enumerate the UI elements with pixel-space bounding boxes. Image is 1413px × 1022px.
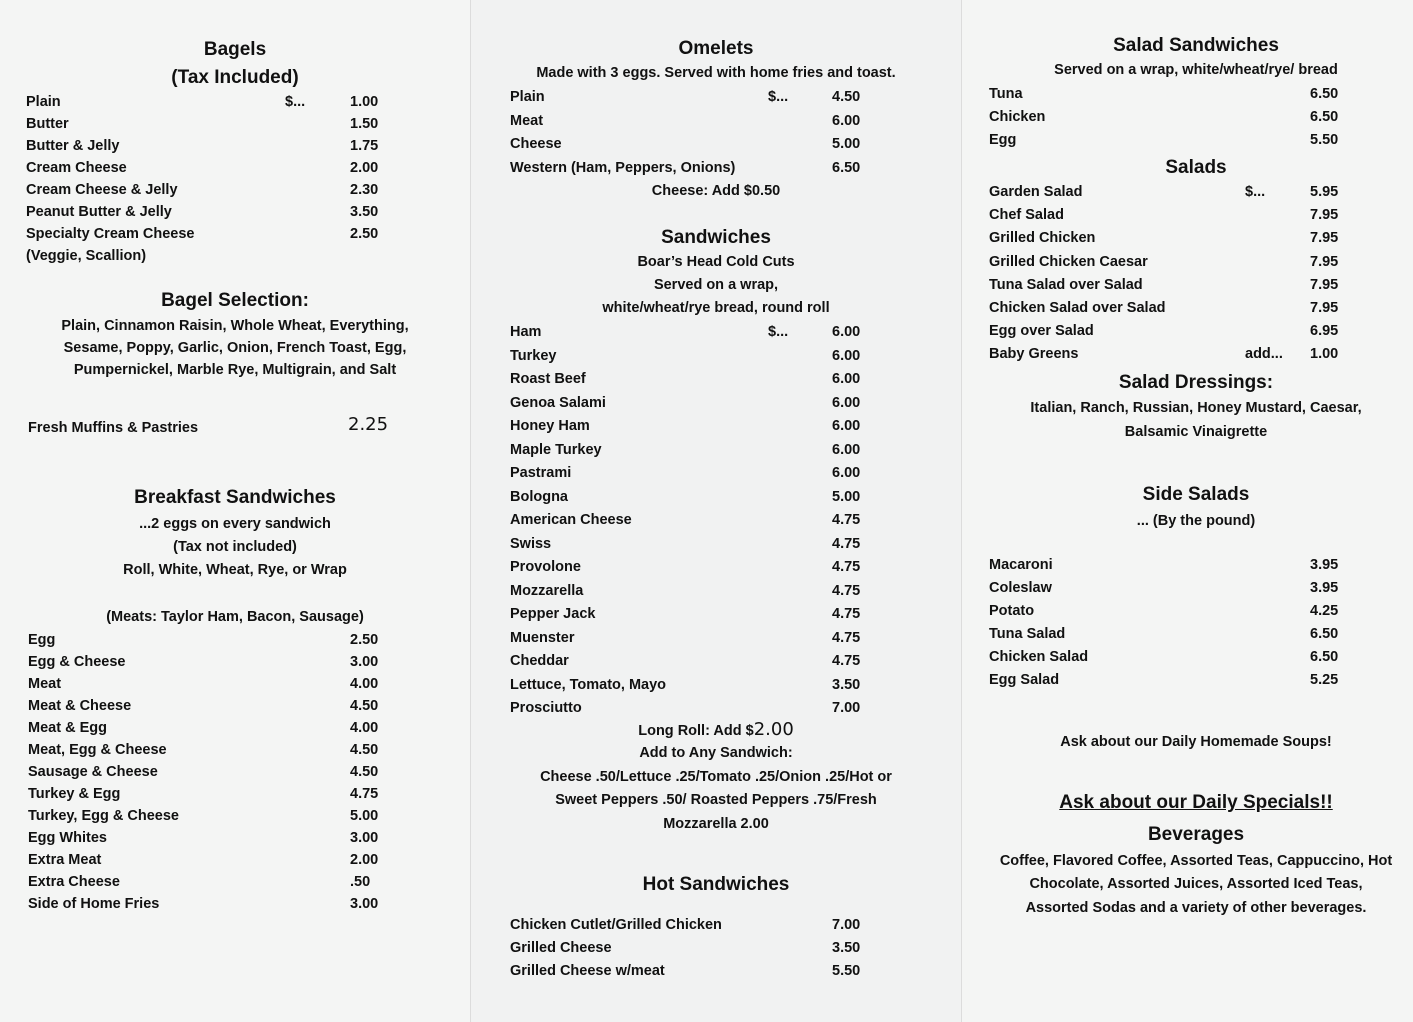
bagel-selection-line: Plain, Cinnamon Raisin, Whole Wheat, Everything, — [61, 318, 409, 334]
long-roll-line — [471, 719, 961, 740]
menu-item-price: 3.95 — [1310, 580, 1339, 596]
menu-item-price: 6.50 — [1310, 626, 1339, 642]
menu-item-price: 2.50 — [350, 226, 379, 242]
menu-item — [0, 94, 470, 114]
menu-item-price: 6.00 — [832, 394, 861, 411]
menu-item-name: Meat — [510, 112, 544, 129]
beverages-title: Beverages — [1147, 824, 1245, 845]
bagels-subtitle: (Tax Included) — [171, 67, 299, 88]
menu-item-name: Chicken Cutlet/Grilled Chicken — [510, 917, 722, 933]
menu-item-price: 4.75 — [832, 606, 861, 622]
soups-note: Ask about our Daily Homemade Soups! — [1060, 734, 1332, 750]
menu-item-name: Provolone — [510, 559, 581, 575]
menu-item-name: Chicken Salad over Salad — [989, 300, 1166, 316]
dressings-line: Italian, Ranch, Russian, Honey Mustard, Caesar, — [1030, 400, 1362, 416]
bagel-selection-line: Sesame, Poppy, Garlic, Onion, French Toast, Egg, — [63, 340, 407, 356]
menu-item-name: Pepper Jack — [510, 606, 596, 622]
menu-item-price: 7.95 — [1310, 230, 1339, 247]
specials-note: Ask about our Daily Specials!! — [1059, 792, 1333, 813]
menu-item — [471, 418, 961, 438]
menu-item-name: Cream Cheese — [26, 160, 127, 176]
middle-panel — [470, 0, 962, 1022]
menu-item — [961, 580, 1413, 600]
menu-item — [0, 896, 470, 916]
menu-item-name: Turkey & Egg — [28, 786, 121, 802]
menu-item-name: (Veggie, Scallion) — [26, 248, 147, 264]
menu-item-name: Maple Turkey — [510, 441, 602, 458]
menu-item — [961, 626, 1413, 646]
menu-item-price: 7.95 — [1310, 300, 1339, 316]
menu-item-name: Specialty Cream Cheese — [26, 226, 195, 242]
menu-item-name: American Cheese — [510, 512, 632, 528]
menu-item-price: 3.00 — [350, 830, 379, 846]
muffins-price: 2.25 — [348, 414, 389, 435]
menu-item-name: Cream Cheese & Jelly — [26, 182, 178, 198]
sandwiches-line: Boar’s Head Cold Cuts — [637, 254, 795, 270]
salads-title: Salads — [1165, 157, 1227, 178]
beverages-line: Coffee, Flavored Coffee, Assorted Teas, Cappuccino, Hot — [999, 853, 1393, 869]
menu-item — [961, 323, 1413, 343]
right-panel — [961, 0, 1413, 1022]
menu-item — [471, 653, 961, 673]
menu-item-price: 6.00 — [832, 112, 861, 129]
menu-item — [471, 940, 961, 960]
menu-item — [0, 160, 470, 180]
menu-item-price: 1.00 — [1310, 346, 1339, 363]
bagel-selection-title: Bagel Selection: — [161, 290, 309, 311]
salads-dollar: $... — [1245, 184, 1266, 200]
menu-item — [961, 300, 1413, 320]
menu-item-name: Egg & Cheese — [28, 654, 126, 670]
menu-item-name: Plain — [510, 89, 545, 105]
menu-item-name: Meat & Egg — [28, 720, 107, 736]
menu-item-name: Baby Greens — [989, 346, 1079, 363]
menu-item — [471, 465, 961, 485]
menu-item-price: 5.00 — [350, 808, 379, 824]
menu-item-price: 4.50 — [350, 764, 379, 780]
menu-item — [471, 583, 961, 603]
menu-item-name: Grilled Chicken Caesar — [989, 253, 1148, 270]
menu-item-price: 5.00 — [832, 136, 861, 152]
menu-item-price: 6.50 — [1310, 109, 1339, 125]
menu-item — [0, 742, 470, 762]
menu-item-name: Tuna Salad — [989, 626, 1066, 642]
menu-item-name: Bologna — [510, 488, 568, 505]
menu-item-name: Roast Beef — [510, 371, 586, 387]
menu-item-name: Potato — [989, 603, 1035, 619]
menu-item-name: Western (Ham, Peppers, Onions) — [510, 159, 736, 176]
hot-sandwiches-title: Hot Sandwiches — [642, 874, 790, 895]
sandwiches-line: Served on a wrap, — [653, 277, 779, 293]
menu-item-price: 4.00 — [350, 676, 379, 692]
menu-item-price: 6.00 — [832, 465, 861, 481]
menu-item-name: Egg Whites — [28, 830, 107, 846]
menu-item-name: Extra Meat — [28, 852, 102, 868]
menu-item-name: Pastrami — [510, 465, 572, 481]
menu-item-price: 4.25 — [1310, 603, 1339, 619]
long-roll-label: Long Roll: Add $ — [638, 723, 754, 739]
menu-item-price: 2.30 — [350, 182, 379, 198]
menu-item-name: Coleslaw — [989, 580, 1052, 596]
menu-item — [471, 348, 961, 368]
menu-item-price: 4.50 — [832, 89, 861, 105]
menu-item — [961, 277, 1413, 297]
menu-item-price: 6.00 — [832, 371, 861, 387]
beverages-line: Assorted Sodas and a variety of other beverages. — [1025, 900, 1367, 916]
menu-item — [0, 676, 470, 696]
long-roll-price: 2.00 — [753, 719, 794, 740]
menu-item-price: 6.50 — [1310, 649, 1339, 665]
menu-item-name: Tuna Salad over Salad — [989, 276, 1143, 293]
menu-item-price: 4.00 — [350, 720, 379, 736]
menu-item-price: 3.95 — [1310, 557, 1339, 573]
menu-item-price: 7.00 — [832, 917, 861, 933]
menu-item-name: Swiss — [510, 535, 552, 552]
menu-item — [961, 557, 1413, 577]
menu-item-price: 4.50 — [350, 698, 379, 714]
menu-item-price: 4.75 — [350, 786, 379, 802]
menu-item — [471, 371, 961, 391]
menu-item — [0, 786, 470, 806]
menu-item-price: 1.50 — [350, 116, 379, 132]
menu-item — [0, 874, 470, 894]
dressings-line: Balsamic Vinaigrette — [1124, 424, 1268, 440]
menu-item-price: 7.95 — [1310, 207, 1339, 224]
menu-item — [471, 136, 961, 156]
muffins-label: Fresh Muffins & Pastries — [28, 420, 199, 436]
menu-item-name: Butter — [26, 116, 69, 132]
omelets-note: Cheese: Add $0.50 — [651, 183, 781, 199]
menu-item-name: Cheddar — [510, 653, 569, 669]
menu-item — [471, 536, 961, 556]
menu-item-name: Egg — [989, 132, 1017, 148]
menu-item-name: Grilled Cheese w/meat — [510, 963, 665, 979]
menu-item — [0, 138, 470, 158]
add-to-sandwich-line: Sweet Peppers .50/ Roasted Peppers .75/Fresh — [555, 792, 877, 808]
menu-item — [0, 204, 470, 224]
menu-item-name: Side of Home Fries — [28, 896, 160, 912]
menu-item-price: 4.75 — [832, 535, 861, 552]
menu-item-name: Garden Salad — [989, 184, 1083, 200]
menu-item-price: 6.50 — [1310, 86, 1339, 102]
menu-item-name: Egg Salad — [989, 672, 1060, 688]
omelets-dollar: $... — [768, 89, 789, 105]
menu-item-price: 1.75 — [350, 138, 379, 154]
menu-item-name: Meat & Cheese — [28, 698, 132, 714]
sandwiches-title: Sandwiches — [661, 227, 771, 248]
menu-item — [471, 677, 961, 697]
menu-item-price: 5.95 — [1310, 184, 1339, 200]
menu-item — [471, 512, 961, 532]
menu-item-name: Chicken Salad — [989, 649, 1089, 665]
menu-item-name: Meat, Egg & Cheese — [28, 742, 167, 758]
menu-item-price: 6.95 — [1310, 323, 1339, 340]
salad-sandwiches-subtitle: Served on a wrap, white/wheat/rye/ bread — [1054, 62, 1338, 78]
menu-item-price: 4.75 — [832, 582, 861, 599]
menu-item — [961, 672, 1413, 692]
menu-item-price: 2.00 — [350, 160, 379, 176]
bagel-selection-line: Pumpernickel, Marble Rye, Multigrain, and Salt — [73, 362, 397, 378]
menu-item-name: Grilled Chicken — [989, 230, 1096, 247]
salad-sandwiches-title: Salad Sandwiches — [1113, 35, 1279, 56]
menu-item — [0, 830, 470, 850]
menu-item-price: 1.00 — [350, 94, 379, 110]
omelets-title: Omelets — [678, 38, 754, 59]
menu-item-name: Chicken — [989, 109, 1046, 125]
bagels-dollar: $... — [285, 94, 306, 110]
menu-item-price: 7.95 — [1310, 276, 1339, 293]
menu-item — [0, 654, 470, 674]
menu-item-name: Extra Cheese — [28, 874, 120, 890]
breakfast-title: Breakfast Sandwiches — [134, 487, 336, 508]
sandwiches-line: white/wheat/rye bread, round roll — [602, 300, 830, 316]
menu-item — [471, 395, 961, 415]
menu-item — [961, 254, 1413, 274]
menu-item — [0, 632, 470, 652]
menu-item — [961, 230, 1413, 250]
breakfast-meats: (Meats: Taylor Ham, Bacon, Sausage) — [106, 609, 364, 625]
menu-item-price: 2.50 — [350, 632, 379, 648]
menu-item — [0, 720, 470, 740]
menu-item-price: 6.00 — [832, 324, 861, 340]
menu-item-name: Meat — [28, 676, 62, 692]
menu-item-name: Grilled Cheese — [510, 940, 612, 956]
add-to-sandwich-line: Cheese .50/Lettuce .25/Tomato .25/Onion .25/Hot or — [540, 769, 892, 785]
menu-item-price: 3.50 — [832, 940, 861, 956]
menu-item-name: Sausage & Cheese — [28, 764, 158, 780]
menu-item — [471, 160, 961, 180]
bagels-title: Bagels — [203, 39, 267, 60]
menu-item — [0, 808, 470, 828]
menu-item — [471, 324, 961, 344]
menu-item — [961, 346, 1413, 366]
menu-item — [0, 226, 470, 246]
omelets-subtitle: Made with 3 eggs. Served with home fries and toast. — [536, 65, 896, 81]
menu-item — [471, 559, 961, 579]
menu-item-name: Genoa Salami — [510, 394, 606, 411]
menu-item-price: 5.25 — [1310, 672, 1339, 688]
menu-item — [471, 442, 961, 462]
menu-item — [471, 489, 961, 509]
menu-item-name: Chef Salad — [989, 207, 1064, 224]
menu-item-name: Lettuce, Tomato, Mayo — [510, 676, 667, 693]
menu-item-name: Tuna — [989, 86, 1023, 102]
menu-item — [961, 207, 1413, 227]
menu-item-name: Turkey — [510, 347, 557, 364]
dressings-title: Salad Dressings: — [1118, 372, 1274, 393]
menu-item — [961, 603, 1413, 623]
menu-item-price: 5.50 — [1310, 132, 1339, 148]
menu-item — [0, 852, 470, 872]
menu-item — [0, 248, 470, 268]
breakfast-line: Roll, White, Wheat, Rye, or Wrap — [123, 562, 347, 578]
breakfast-line: ...2 eggs on every sandwich — [139, 516, 331, 532]
menu-item-price: 4.75 — [832, 512, 861, 528]
menu-item-name: Muenster — [510, 629, 575, 646]
menu-item — [471, 700, 961, 720]
menu-item-price: 4.75 — [832, 653, 861, 669]
menu-item-name: Mozzarella — [510, 582, 584, 599]
menu-item — [961, 649, 1413, 669]
add-to-sandwich-line: Add to Any Sandwich: — [639, 745, 793, 761]
menu-item-price: 4.75 — [832, 559, 861, 575]
menu-item — [471, 917, 961, 937]
menu-item — [471, 630, 961, 650]
side-salads-subtitle: ... (By the pound) — [1136, 513, 1256, 529]
menu-item-price: 3.00 — [350, 896, 379, 912]
menu-item-name: Plain — [26, 94, 61, 110]
side-salads-title: Side Salads — [1142, 484, 1250, 505]
menu-item — [0, 764, 470, 784]
menu-item — [0, 698, 470, 718]
menu-item-price: 7.95 — [1310, 253, 1339, 270]
menu-item-price: 5.00 — [832, 488, 861, 505]
menu-item-name: Egg — [28, 632, 56, 648]
menu-item — [471, 606, 961, 626]
menu-item — [961, 132, 1413, 152]
menu-item-price: 6.00 — [832, 347, 861, 364]
menu-item-price: 6.00 — [832, 418, 861, 434]
menu-item — [961, 109, 1413, 129]
menu-item-price: .50 — [350, 874, 371, 890]
menu-item-price: 4.50 — [350, 742, 379, 758]
menu-item-name: Peanut Butter & Jelly — [26, 204, 172, 220]
menu-item-price: 3.00 — [350, 654, 379, 670]
menu-item-price: 5.50 — [832, 963, 861, 979]
breakfast-line: (Tax not included) — [173, 539, 297, 555]
beverages-line: Chocolate, Assorted Juices, Assorted Iced Teas, — [1029, 876, 1363, 892]
menu-item-price: 2.00 — [350, 852, 379, 868]
menu-item — [961, 86, 1413, 106]
menu-item-price: 4.75 — [832, 629, 861, 646]
menu-item-price: 7.00 — [832, 700, 861, 716]
menu-item-name: Prosciutto — [510, 700, 582, 716]
menu-item-price: 3.50 — [350, 204, 379, 220]
menu-item-name: Cheese — [510, 136, 562, 152]
menu-item — [471, 113, 961, 133]
menu-item-name: Turkey, Egg & Cheese — [28, 808, 179, 824]
left-panel — [0, 0, 470, 1022]
menu-item-name: Honey Ham — [510, 418, 590, 434]
salads-add-label: add... — [1245, 346, 1283, 362]
menu-item — [0, 116, 470, 136]
menu-item-name: Egg over Salad — [989, 323, 1094, 340]
menu-item-price: 6.50 — [832, 159, 861, 176]
menu-item-price: 6.00 — [832, 441, 861, 458]
add-to-sandwich-line: Mozzarella 2.00 — [663, 816, 769, 832]
menu-item — [0, 182, 470, 202]
sandwiches-dollar: $... — [768, 324, 789, 340]
menu-item-name: Ham — [510, 324, 542, 340]
menu-item — [471, 89, 961, 109]
menu-item-price: 3.50 — [832, 676, 861, 693]
menu-item-name: Macaroni — [989, 557, 1053, 573]
menu-item — [471, 963, 961, 983]
menu-item — [961, 184, 1413, 204]
menu-item-name: Butter & Jelly — [26, 138, 120, 154]
